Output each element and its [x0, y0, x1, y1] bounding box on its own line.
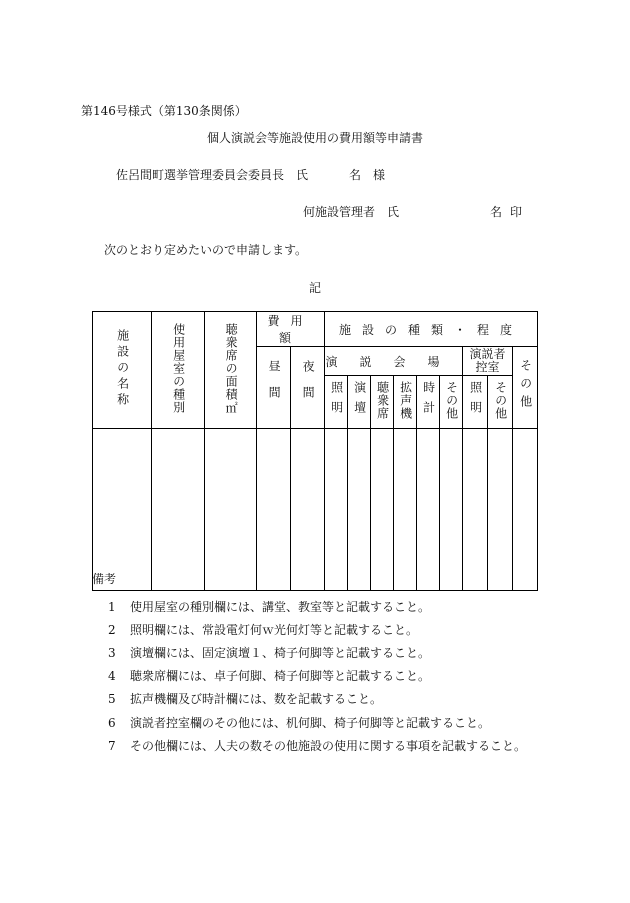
cell-room-type[interactable] — [152, 429, 205, 591]
addressee-name-char: 名 — [349, 168, 362, 182]
header-room-type: 使用屋室の種別 — [152, 312, 205, 429]
header-facility-name: 施設の名称 — [93, 312, 152, 429]
request-statement: 次のとおり定めたいので申請します。 — [104, 243, 308, 257]
cell-facility-name[interactable] — [93, 429, 152, 591]
cell-audience-area[interactable] — [205, 429, 257, 591]
header-hall-lighting: 照明 — [325, 376, 348, 429]
note-item: 5 拡声機欄及び時計欄には、数を記載すること。 — [108, 692, 383, 706]
cell-hall-clock[interactable] — [417, 429, 440, 591]
header-night: 夜間 — [291, 347, 325, 429]
header-other: その他 — [513, 347, 538, 429]
cell-hall-loudspeaker[interactable] — [394, 429, 417, 591]
header-day: 昼間 — [257, 347, 291, 429]
cell-other[interactable] — [513, 429, 538, 591]
applicant-seal-mark: 印 — [510, 205, 523, 219]
cell-room-other[interactable] — [488, 429, 513, 591]
ki-heading: 記 — [308, 281, 321, 295]
header-hall-podium: 演壇 — [348, 376, 371, 429]
note-item: 4 聴衆席欄には、卓子何脚、椅子何脚等と記載すること。 — [108, 669, 431, 683]
header-cost: 費用額 — [257, 312, 325, 347]
header-audience-area: 聴衆席の面積㎡ — [205, 312, 257, 429]
header-hall: 演説会場 — [325, 347, 463, 376]
notes-heading: 備考 — [92, 572, 117, 586]
cell-room-lighting[interactable] — [463, 429, 488, 591]
application-table — [92, 311, 538, 591]
addressee-line: 佐呂間町選挙管理委員会委員長 氏 — [116, 168, 309, 182]
applicant-name-char: 名 — [490, 205, 503, 219]
form-number: 第146号様式（第130条関係） — [81, 104, 247, 118]
note-item: 6 演説者控室欄のその他には、机何脚、椅子何脚等と記載すること。 — [108, 716, 491, 730]
cell-hall-lighting[interactable] — [325, 429, 348, 591]
cell-hall-podium[interactable] — [348, 429, 371, 591]
applicant-line: 何施設管理者 氏 — [303, 205, 400, 219]
note-item: 3 演壇欄には、固定演壇１、椅子何脚等と記載すること。 — [108, 646, 431, 660]
note-item: 1 使用屋室の種別欄には、講堂、教室等と記載すること。 — [108, 600, 431, 614]
header-speaker-room: 演説者控室 — [463, 347, 513, 376]
header-hall-loudspeaker: 拡声機 — [394, 376, 417, 429]
cell-day[interactable] — [257, 429, 291, 591]
header-hall-clock: 時計 — [417, 376, 440, 429]
addressee-honorific: 様 — [373, 168, 386, 182]
header-kinds: 施設の種類・程度 — [325, 312, 538, 347]
document-title: 個人演説会等施設使用の費用額等申請書 — [206, 131, 423, 145]
note-item: 2 照明欄には、常設電灯何ｗ光何灯等と記載すること。 — [108, 623, 419, 637]
note-item: 7 その他欄には、人夫の数その他施設の使用に関する事項を記載すること。 — [108, 739, 527, 753]
cell-hall-seats[interactable] — [371, 429, 394, 591]
header-room-lighting: 照明 — [463, 376, 488, 429]
cell-hall-other[interactable] — [440, 429, 463, 591]
header-hall-seats: 聴衆席 — [371, 376, 394, 429]
header-room-other: その他 — [488, 376, 513, 429]
header-hall-other: その他 — [440, 376, 463, 429]
cell-night[interactable] — [291, 429, 325, 591]
